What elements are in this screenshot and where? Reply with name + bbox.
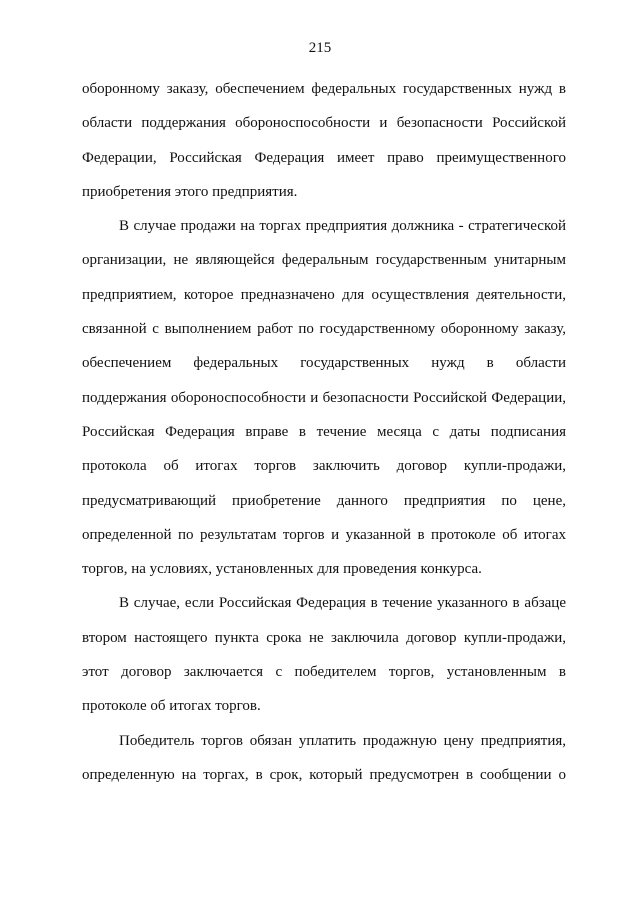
text-line: предприятием, которое предназначено для осуществления деятельности, — [82, 286, 566, 303]
text-line: этот договор заключается с победителем торгов, установленным в — [82, 664, 566, 681]
text-line: В случае продажи на торгах предприятия должника - стратегической — [119, 218, 566, 235]
text-line: оборонному заказу, обеспечением федеральных государственных нужд в — [82, 81, 566, 97]
text-line: предусматривающий приобретение данного предприятия по цене, — [82, 492, 566, 509]
text-line: Федерации, Российская Федерация имеет право преимущественного — [82, 149, 566, 166]
text-line: приобретения этого предприятия. — [82, 183, 298, 200]
text-line: поддержания обороноспособности и безопасности Российской Федерации, — [82, 389, 566, 406]
text-line: Российская Федерация вправе в течение месяца с даты подписания — [82, 423, 566, 440]
text-line: торгов, на условиях, установленных для проведения конкурса. — [82, 561, 482, 578]
text-line: связанной с выполнением работ по государственному оборонному заказу, — [82, 321, 566, 338]
text-line: обеспечением федеральных государственных нужд в области — [82, 355, 566, 372]
text-line: определенной по результатам торгов и указанной в протоколе об итогах — [82, 526, 566, 543]
text-line: организации, не являющейся федеральным государственным унитарным — [82, 252, 566, 269]
text-line: области поддержания обороноспособности и безопасности Российской — [82, 115, 566, 132]
page-number: 215 — [308, 40, 332, 56]
text-line: втором настоящего пункта срока не заключила договор купли-продажи, — [82, 629, 566, 646]
text-line: В случае, если Российская Федерация в течение указанного в абзаце — [119, 595, 566, 612]
text-line: протоколе об итогах торгов. — [82, 698, 261, 715]
text-line: Победитель торгов обязан уплатить продажную цену предприятия, — [119, 732, 566, 749]
text-line: протокола об итогах торгов заключить договор купли-продажи, — [82, 458, 566, 475]
text-line: определенную на торгах, в срок, который предусмотрен в сообщении о — [82, 766, 566, 783]
document-body — [82, 72, 566, 792]
